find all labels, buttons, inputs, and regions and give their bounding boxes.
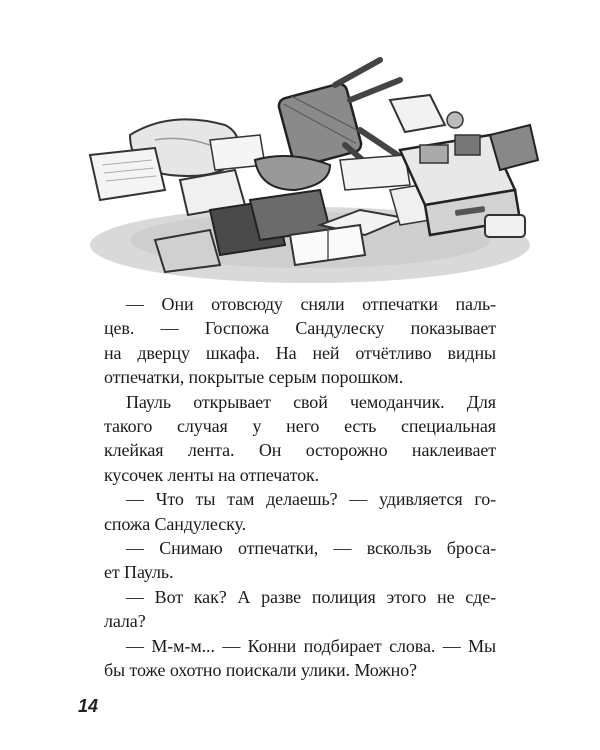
text-line: клейкая лента. Он осторожно наклеивает bbox=[104, 440, 496, 461]
paragraph bbox=[104, 487, 496, 536]
body-text bbox=[104, 292, 496, 683]
messy-room-illustration bbox=[60, 40, 550, 290]
text-line: спожа Сандулеску. bbox=[104, 513, 246, 534]
text-line: — Они отовсюду сняли отпечатки паль- bbox=[126, 294, 496, 314]
paragraph bbox=[104, 292, 496, 390]
text-line: лала? bbox=[104, 611, 146, 632]
text-line: — Снимаю отпечатки, — вскользь броса- bbox=[126, 538, 496, 559]
text-line: — Что ты там делаешь? — удивляется го- bbox=[126, 489, 496, 510]
paragraph bbox=[104, 536, 496, 585]
text-line: цев. — Госпожа Сандулеску показывает bbox=[104, 318, 496, 339]
text-line: кусочек ленты на отпечаток. bbox=[104, 464, 320, 485]
paragraph bbox=[104, 634, 496, 683]
page-number: 14 bbox=[78, 696, 99, 716]
text-line: Пауль открывает свой чемоданчик. Для bbox=[126, 391, 496, 412]
text-line: такого случая у него есть специальная bbox=[104, 416, 496, 437]
text-line: ет Пауль. bbox=[104, 562, 174, 583]
text-line: бы тоже охотно поискали улики. Можно? bbox=[104, 660, 417, 681]
paragraph bbox=[104, 390, 496, 488]
text-line: — Вот как? А разве полиция этого не сде- bbox=[126, 586, 496, 607]
text-line: отпечатки, покрытые серым порошком. bbox=[104, 367, 404, 388]
text-line: — М-м-м... — Конни подбирает слова. — Мы bbox=[126, 635, 496, 656]
paragraph bbox=[104, 585, 496, 634]
text-line: на дверцу шкафа. На ней отчётливо видны bbox=[104, 342, 496, 363]
